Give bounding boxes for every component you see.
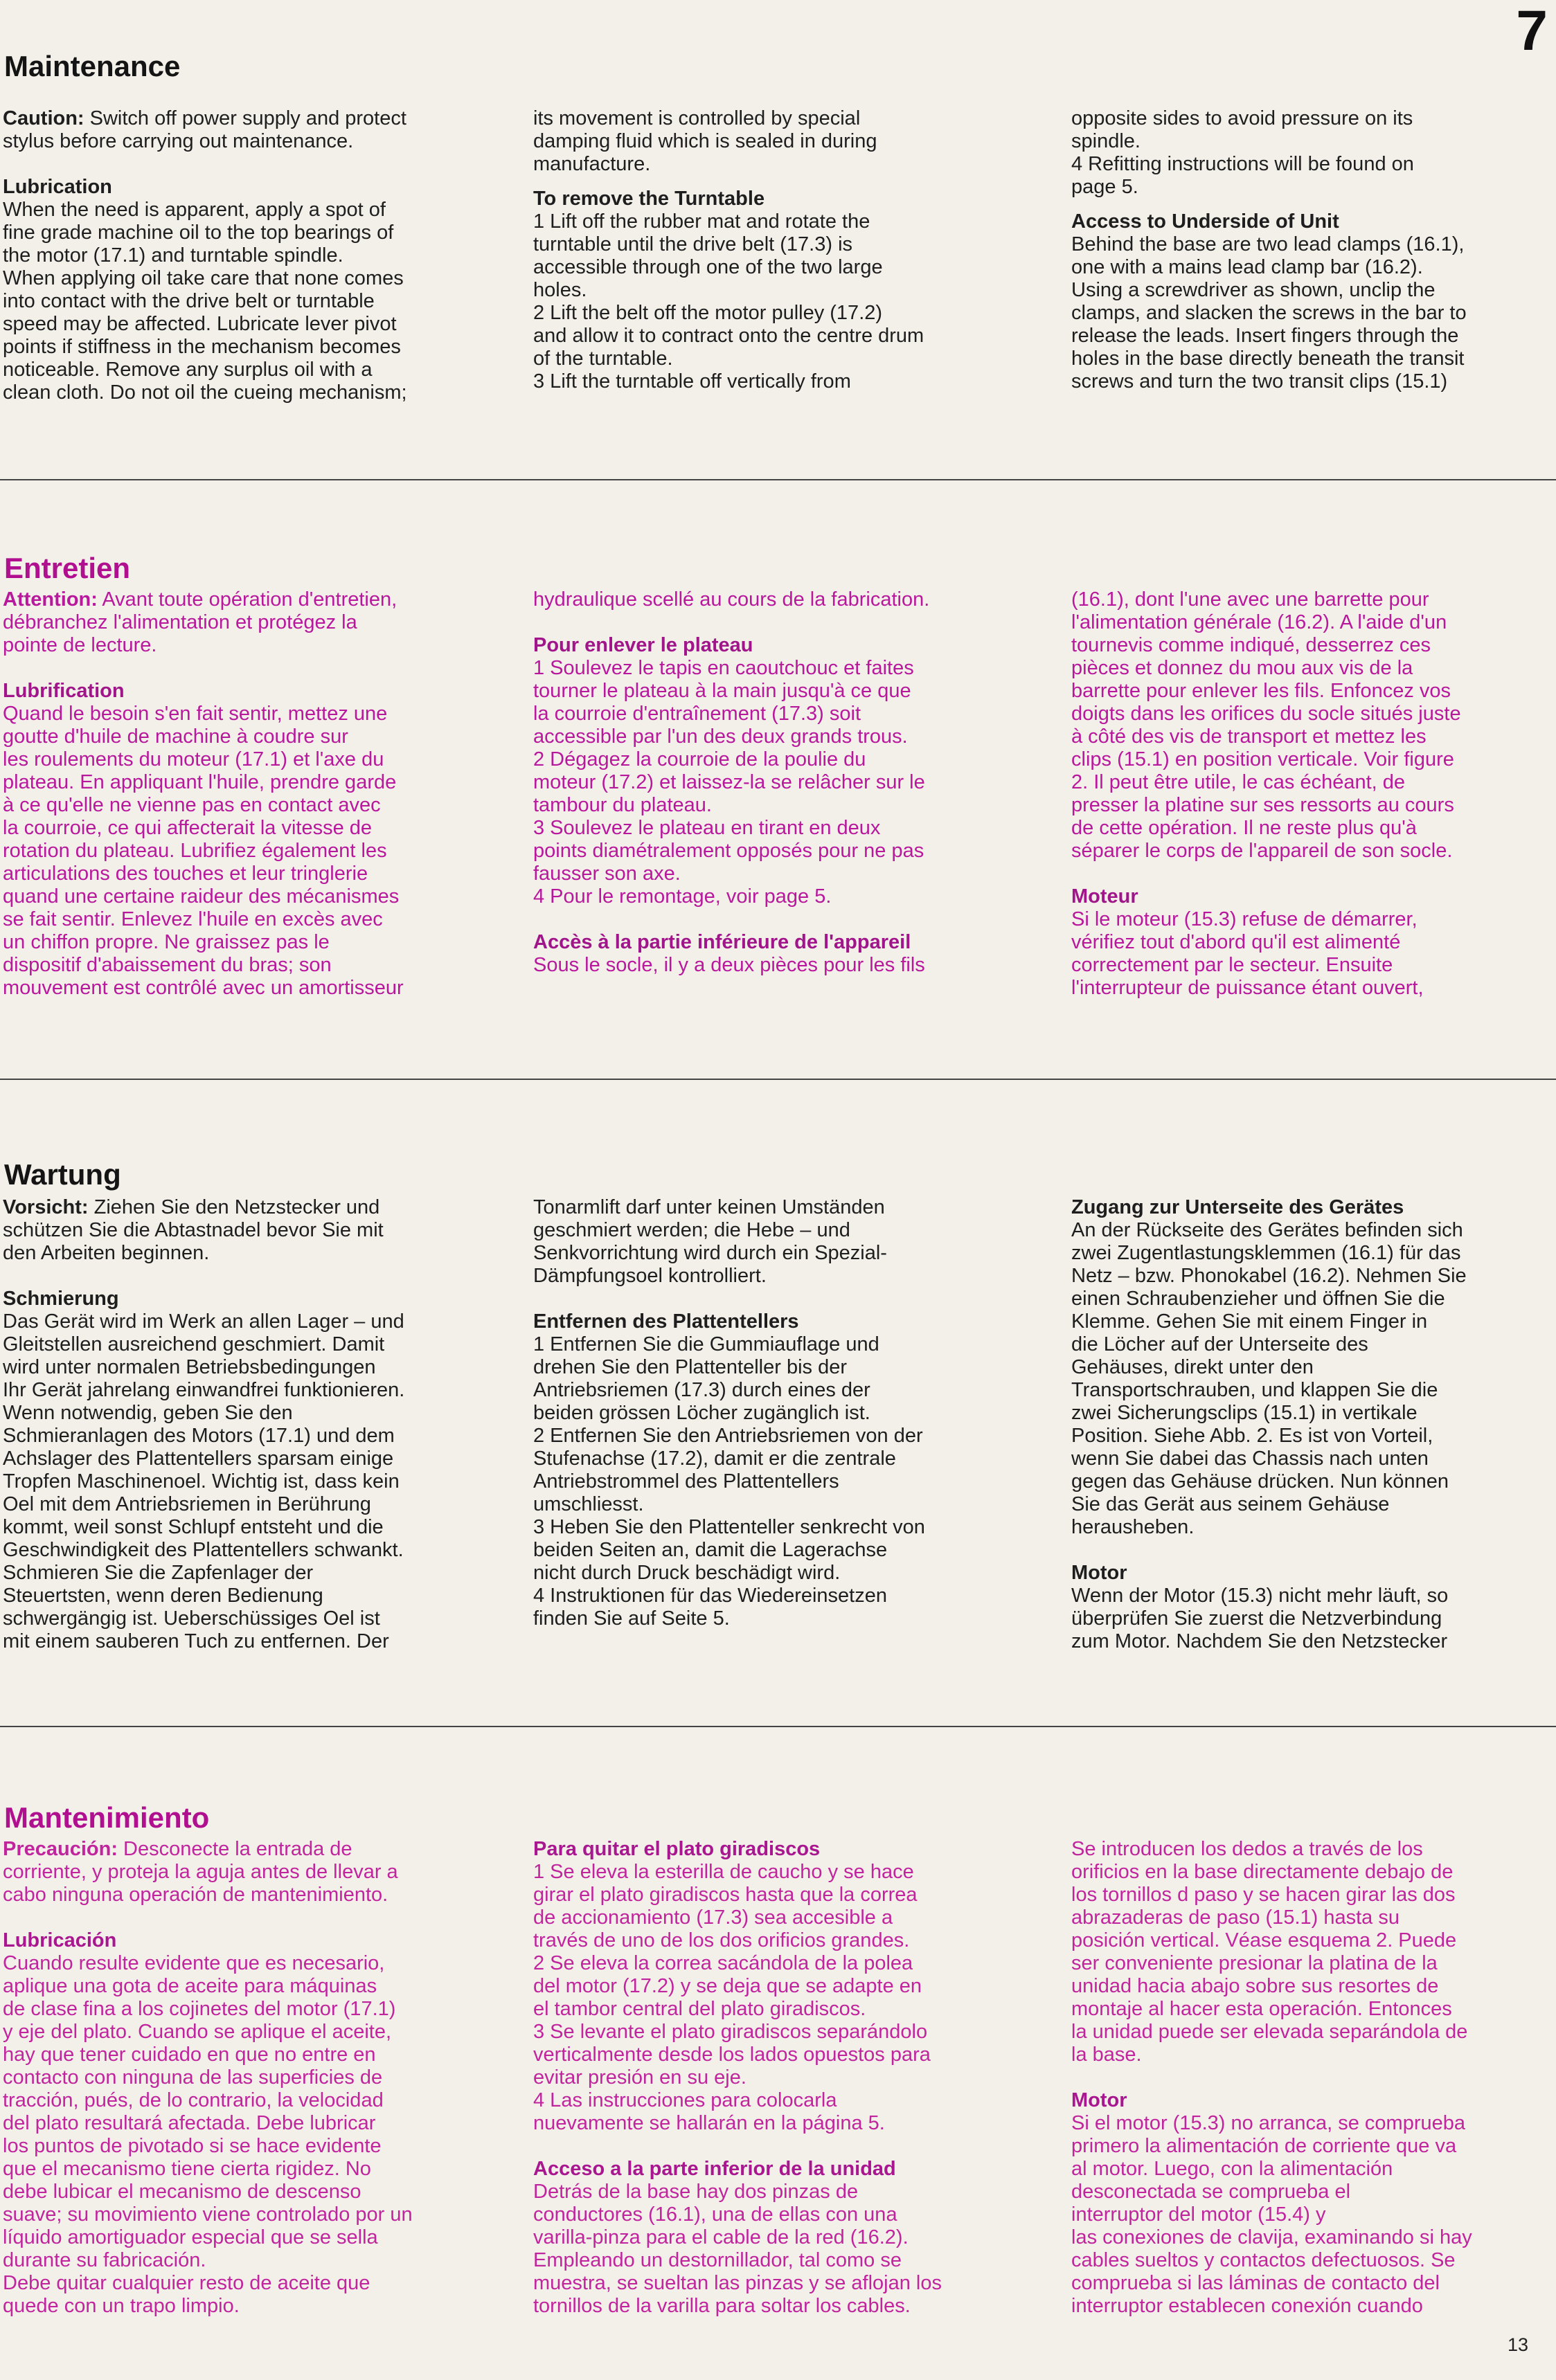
lubrication-text: When the need is apparent, apply a spot of fine grade machine oil to the top bearings of the motor (17.1) and turntable spindle. When applying oil take care that none comes into contact with the drive belt or turntable speed may be affected. Lubricate lever pivot points if stiffness in the mechanism becomes noticeable. Remove any surplus oil with a clean cloth. Do not oil the cueing mechanism; [3,199,407,404]
lubrication-heading: Lubrification [3,680,125,702]
access-underside-text: Sous le socle, il y a deux pièces pour les fils [533,954,925,976]
remove-turntable-text: 1 Se eleva la esterilla de caucho y se hace girar el plato giradiscos hasta que la correa de accionamiento (17.3) sea accesible a través de uno de los dos orificios grandes. 2 Se eleva la correa sacándola de la polea del motor (17.2) y se deja que se adapte en el tambor central del plato giradiscos. 3 Se levante el plato giradiscos separándolo verticalmente desde los lados opuestos para evitar presión en su eje. 4 Las instrucciones para colocarla nuevamente se hallarán en la página 5. [533,1861,931,2134]
column-intro: hydraulique scellé au cours de la fabrication. [533,588,930,611]
column-1 [3,588,501,1000]
caution-label: Attention: [3,588,98,611]
motor-heading: Moteur [1071,885,1138,908]
motor-heading: Motor [1071,2089,1127,2111]
section-title: Mantenimiento [4,1801,210,1834]
motor-heading: Motor [1071,1562,1127,1584]
lubrication-text: Quand le besoin s'en fait sentir, mettez une goutte d'huile de machine à coudre sur les roulements du moteur (17.1) et l'axe du plateau. En appliquant l'huile, prendre garde à ce qu'elle ne vienne pas en contact avec la courroie, ce qui affecterait la vitesse de rotation du plateau. Lubrifiez également les articulations des touches et leur tringlerie quand une certaine raideur des mécanismes se fait sentir. Enlevez l'huile en excès avec un chiffon propre. Ne graissez pas le dispositif d'abaissement du bras; son mouvement est contrôlé avec un amortisseur [3,703,404,999]
motor-text: Wenn der Motor (15.3) nicht mehr läuft, so überprüfen Sie zuerst die Netzverbindung zum Motor. Nachdem Sie den Netzstecker [1071,1585,1449,1652]
column-1 [3,1196,501,1653]
column-intro: its movement is controlled by special damping fluid which is sealed in during manufacture. [533,107,877,175]
column-2 [533,588,1032,977]
column-intro: (16.1), dont l'une avec une barrette pour l'alimentation générale (16.2). A l'aide d'un tournevis comme indiqué, desserrez ces pièces et donnez du mou aux vis de la barrette pour enlever les fils. Enfoncez vos doigts dans les orifices du socle situés juste à côté des vis de transport et mettez les clips (15.1) en position verticale. Voir figure 2. Il peut être utile, le cas échéant, de presser la platine sur ses ressorts au cours de cette opération. Il ne reste plus qu'à séparer le corps de l'appareil de son socle. [1071,588,1461,862]
caution-label: Precaución: [3,1838,118,1860]
access-underside-text: Detrás de la base hay dos pinzas de conductores (16.1), una de ellas con una varilla-pinza para el cable de la red (16.2). Empleando un destornillador, tal como se muestra, se sueltan las pinzas y se aflojan los tornillos de la varilla para soltar los cables. [533,2181,942,2317]
caution-text: Ziehen Sie den Netzstecker und schützen Sie die Abtastnadel bevor Sie mit den Arbeiten beginnen. [3,1196,384,1264]
column-1 [3,1838,501,2318]
remove-turntable-heading: Entfernen des Plattentellers [533,1310,799,1333]
access-underside-text: Behind the base are two lead clamps (16.1), one with a mains lead clamp bar (16.2). Using a screwdriver as shown, unclip the clamps, and slacken the screws in the bar to release the leads. Insert fingers through the holes in the base directly beneath the transit screws and turn the two transit clips (15.1) [1071,233,1467,393]
access-underside-heading: Acceso a la parte inferior de la unidad [533,2158,896,2180]
section-title: Maintenance [4,50,181,82]
section-divider [0,479,1556,480]
motor-text: Si le moteur (15.3) refuse de démarrer, vérifiez tout d'abord qu'il est alimenté correctement par le secteur. Ensuite l'interrupteur de puissance étant ouvert, [1071,908,1424,999]
page-number-bottom: 13 [1507,2334,1528,2355]
caution-text: Avant toute opération d'entretien, débranchez l'alimentation et protégez la pointe de lecture. [3,588,397,656]
caution-label: Caution: [3,107,84,129]
column-3 [1071,1838,1556,2318]
column-2 [533,1196,1032,1630]
lubrication-heading: Lubrication [3,176,112,198]
column-2 [533,1838,1032,2318]
column-intro: opposite sides to avoid pressure on its spindle. 4 Refitting instructions will be found on page 5. [1071,107,1414,198]
access-underside-heading: Accès à la partie inférieure de l'appareil [533,931,911,953]
remove-turntable-text: 1 Entfernen Sie die Gummiauflage und drehen Sie den Plattenteller bis der Antriebsriemen (17.3) durch eines der beiden grössen Löcher zugänglich ist. 2 Entfernen Sie den Antriebsriemen von der Stufenachse (17.2), damit er die zentrale Antriebstrommel des Plattentellers umschliesst. 3 Heben Sie den Plattenteller senkrecht von beiden Seiten an, damit die Lagerachse nicht durch Druck beschädigt wird. 4 Instruktionen für das Wiedereinsetzen finden Sie auf Seite 5. [533,1333,925,1630]
column-intro: Tonarmlift darf unter keinen Umständen geschmiert werden; die Hebe – und Senkvorrichtung wird durch ein Spezial- Dämpfungsoel kontrolliert. [533,1196,887,1287]
lubrication-text: Cuando resulte evidente que es necesario, aplique una gota de aceite para máquinas de clase fina a los cojinetes del motor (17.1) y eje del plato. Cuando se aplique el aceite, hay que tener cuidado en que no entre en contacto con ninguna de las superficies de tracción, pués, de lo contrario, la velocidad del plato resultará afectada. Debe lubricar los puntos de pivotado si se hace evidente que el mecanismo tiene cierta rigidez. No debe lubicar el mecanismo de descenso suave; su movimiento viene controlado por un líquido amortiguador especial que se sella durante su fabricación. Debe quitar cualquier resto de aceite que quede con un trapo limpio. [3,1952,413,2317]
column-intro: Se introducen los dedos a través de los orificios en la base directamente debajo de los tornillos d paso y se hacen girar las dos abrazaderas de paso (15.1) hasta su posición vertical. Véase esquema 2. Puede ser conveniente presionar la platina de la unidad hacia abajo sobre sus resortes de montaje al hacer esta operación. Entonces la unidad puede ser elevada separándola de la base. [1071,1838,1468,2066]
section-divider [0,1079,1556,1080]
caution-label: Vorsicht: [3,1196,89,1218]
access-underside-text: An der Rückseite des Gerätes befinden sich zwei Zugentlastungsklemmen (16.1) für das Netz – bzw. Phonokabel (16.2). Nehmen Sie einen Schraubenzieher und öffnen Sie die Klemme. Gehen Sie mit einem Finger in die Löcher auf der Unterseite des Gehäuses, direkt unter den Transportschrauben, und klappen Sie die zwei Sicherungsclips (15.1) in vertikale Position. Siehe Abb. 2. Es ist von Vorteil, wenn Sie dabei das Chassis nach unten gegen das Gehäuse drücken. Nun können Sie das Gerät aus seinem Gehäuse herausheben. [1071,1219,1467,1538]
column-3 [1071,107,1556,393]
lubrication-heading: Lubricación [3,1929,117,1951]
page-number-top: 7 [1516,0,1548,62]
column-2 [533,107,1032,393]
access-underside-heading: Access to Underside of Unit [1071,210,1339,233]
remove-turntable-heading: Para quitar el plato giradiscos [533,1838,821,1860]
remove-turntable-text: 1 Soulevez le tapis en caoutchouc et faites tourner le plateau à la main jusqu'à ce que la courroie d'entraînement (17.3) soit accessible par l'un des deux grands trous. 2 Dégagez la courroie de la poulie du moteur (17.2) et laissez-la se relâcher sur le tambour du plateau. 3 Soulevez le plateau en tirant en deux points diamétralement opposés pour ne pas fausser son axe. 4 Pour le remontage, voir page 5. [533,657,925,908]
access-underside-heading: Zugang zur Unterseite des Gerätes [1071,1196,1404,1218]
section-title: Entretien [4,552,131,584]
remove-turntable-text: 1 Lift off the rubber mat and rotate the turntable until the drive belt (17.3) is accessible through one of the two large holes. 2 Lift the belt off the motor pulley (17.2) and allow it to contract onto the centre drum of the turntable. 3 Lift the turntable off vertically from [533,210,924,393]
lubrication-heading: Schmierung [3,1288,119,1310]
lubrication-text: Das Gerät wird im Werk an allen Lager – und Gleitstellen ausreichend geschmiert. Damit wird unter normalen Betriebsbedingungen Ihr Gerät jahrelang einwandfrei funktionieren. Wenn notwendig, geben Sie den Schmieranlagen des Motors (17.1) und dem Achslager des Plattentellers sparsam einige Tropfen Maschinenoel. Wichtig ist, dass kein Oel mit dem Antriebsriemen in Berührung kommt, weil sonst Schlupf entsteht und die Geschwindigkeit des Plattentellers schwankt. Schmieren Sie die Zapfenlager der Steuertsten, wenn deren Bedienung schwergängig ist. Ueberschüssiges Oel ist mit einem sauberen Tuch zu entfernen. Der [3,1310,405,1652]
motor-text: Si el motor (15.3) no arranca, se comprueba primero la alimentación de corriente que va al motor. Luego, con la alimentación desconectada se comprueba el interruptor del motor (15.4) y las conexiones de clavija, examinando si hay cables sueltos y contactos defectuosos. Se comprueba si las láminas de contacto del interruptor establecen conexión cuando [1071,2112,1472,2317]
remove-turntable-heading: To remove the Turntable [533,188,765,210]
section-title: Wartung [4,1158,121,1191]
column-3 [1071,1196,1556,1653]
section-divider [0,1726,1556,1727]
caution-text: Desconecte la entrada de corriente, y proteja la aguja antes de llevar a cabo ninguna operación de mantenimiento. [3,1838,398,1906]
caution-text: Switch off power supply and protect stylus before carrying out maintenance. [3,107,406,152]
remove-turntable-heading: Pour enlever le plateau [533,634,753,656]
column-1 [3,107,501,404]
column-3 [1071,588,1556,1000]
